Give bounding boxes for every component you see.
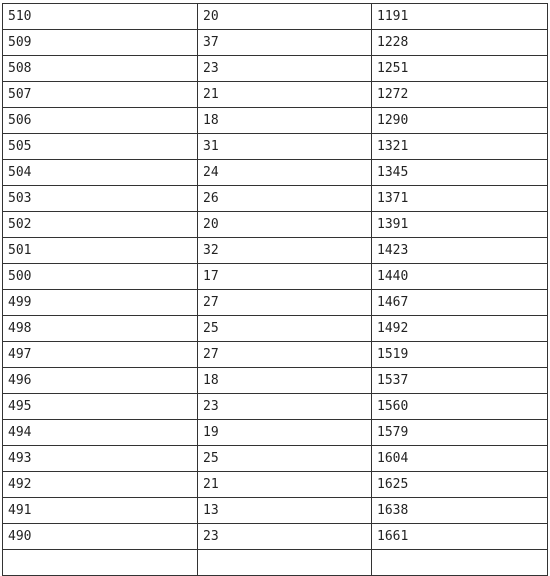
- cumulative-count-cell: 1519: [372, 342, 548, 368]
- count-cell: 37: [198, 30, 372, 56]
- score-cell: [3, 550, 198, 576]
- table-row: [3, 394, 548, 420]
- table-row: [3, 420, 548, 446]
- table-row: [3, 368, 548, 394]
- table-row: [3, 290, 548, 316]
- cumulative-count-cell: 1321: [372, 134, 548, 160]
- cumulative-count-cell: 1560: [372, 394, 548, 420]
- cumulative-count-cell: 1440: [372, 264, 548, 290]
- count-cell: 31: [198, 134, 372, 160]
- score-cell: 491: [3, 498, 198, 524]
- cumulative-count-cell: 1191: [372, 4, 548, 30]
- score-cell: 502: [3, 212, 198, 238]
- cumulative-count-cell: 1625: [372, 472, 548, 498]
- table-row: [3, 498, 548, 524]
- score-cell: 507: [3, 82, 198, 108]
- table-row: [3, 264, 548, 290]
- score-cell: 495: [3, 394, 198, 420]
- count-cell: 13: [198, 498, 372, 524]
- cumulative-count-cell: 1423: [372, 238, 548, 264]
- count-cell: [198, 550, 372, 576]
- cumulative-count-cell: 1492: [372, 316, 548, 342]
- score-cell: 499: [3, 290, 198, 316]
- table-row: [3, 342, 548, 368]
- score-cell: 500: [3, 264, 198, 290]
- count-cell: 18: [198, 368, 372, 394]
- table-row: [3, 160, 548, 186]
- count-cell: 32: [198, 238, 372, 264]
- count-cell: 20: [198, 4, 372, 30]
- score-cell: 498: [3, 316, 198, 342]
- table-body: [3, 4, 548, 576]
- table-row: [3, 82, 548, 108]
- score-cell: 505: [3, 134, 198, 160]
- score-cell: 497: [3, 342, 198, 368]
- score-cell: 509: [3, 30, 198, 56]
- score-distribution-table: [2, 3, 548, 576]
- cumulative-count-cell: 1228: [372, 30, 548, 56]
- count-cell: 23: [198, 394, 372, 420]
- score-cell: 496: [3, 368, 198, 394]
- count-cell: 23: [198, 524, 372, 550]
- count-cell: 21: [198, 472, 372, 498]
- count-cell: 17: [198, 264, 372, 290]
- cumulative-count-cell: 1371: [372, 186, 548, 212]
- score-cell: 508: [3, 56, 198, 82]
- cumulative-count-cell: 1290: [372, 108, 548, 134]
- table-row: [3, 446, 548, 472]
- cumulative-count-cell: 1579: [372, 420, 548, 446]
- cumulative-count-cell: 1604: [372, 446, 548, 472]
- table-row: [3, 4, 548, 30]
- score-cell: 510: [3, 4, 198, 30]
- count-cell: 25: [198, 446, 372, 472]
- table-row: [3, 472, 548, 498]
- score-cell: 490: [3, 524, 198, 550]
- table-row: [3, 56, 548, 82]
- table-row: [3, 212, 548, 238]
- count-cell: 24: [198, 160, 372, 186]
- score-cell: 506: [3, 108, 198, 134]
- count-cell: 18: [198, 108, 372, 134]
- count-cell: 26: [198, 186, 372, 212]
- cumulative-count-cell: 1251: [372, 56, 548, 82]
- cumulative-count-cell: 1345: [372, 160, 548, 186]
- count-cell: 20: [198, 212, 372, 238]
- table-row: [3, 186, 548, 212]
- cumulative-count-cell: 1467: [372, 290, 548, 316]
- count-cell: 25: [198, 316, 372, 342]
- cumulative-count-cell: 1272: [372, 82, 548, 108]
- cumulative-count-cell: 1661: [372, 524, 548, 550]
- count-cell: 27: [198, 342, 372, 368]
- count-cell: 23: [198, 56, 372, 82]
- table-row: [3, 30, 548, 56]
- score-cell: 494: [3, 420, 198, 446]
- count-cell: 21: [198, 82, 372, 108]
- score-cell: 501: [3, 238, 198, 264]
- score-cell: 503: [3, 186, 198, 212]
- table-row: [3, 238, 548, 264]
- cumulative-count-cell: 1537: [372, 368, 548, 394]
- table-row: [3, 108, 548, 134]
- table-row: [3, 134, 548, 160]
- table-row: [3, 550, 548, 576]
- count-cell: 27: [198, 290, 372, 316]
- count-cell: 19: [198, 420, 372, 446]
- table-row: [3, 524, 548, 550]
- score-cell: 493: [3, 446, 198, 472]
- cumulative-count-cell: [372, 550, 548, 576]
- cumulative-count-cell: 1391: [372, 212, 548, 238]
- score-cell: 492: [3, 472, 198, 498]
- table-row: [3, 316, 548, 342]
- cumulative-count-cell: 1638: [372, 498, 548, 524]
- score-cell: 504: [3, 160, 198, 186]
